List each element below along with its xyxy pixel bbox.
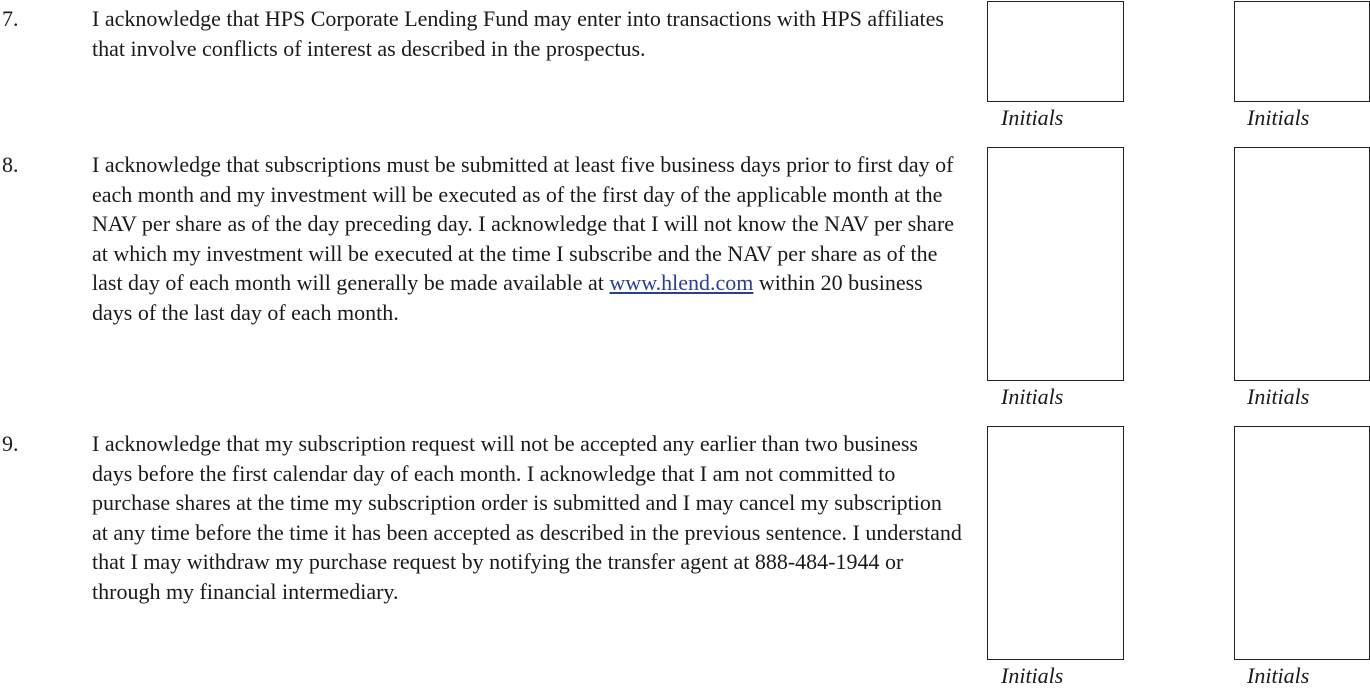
initials-box-9-second[interactable]: [1234, 426, 1370, 660]
item-text: [92, 150, 962, 327]
initials-box-7-second[interactable]: [1234, 1, 1370, 102]
initials-label: Initials: [1001, 105, 1064, 130]
item-number: 7.: [2, 6, 19, 31]
item-text: I acknowledge that my subscription request will not be accepted any earlier than two business days before the first calendar day of each month. I acknowledge that I am not committed to purchase shares at the time my subscription order is submitted and I may cancel my subscription at any time before the time it has been accepted as described in the previous sentence. I understand that I may withdraw my purchase request by notifying the transfer agent at 888-484-1944 or through my financial intermediary.: [92, 431, 962, 604]
initials-label: Initials: [1001, 384, 1064, 409]
initials-box-8-second[interactable]: [1234, 147, 1370, 381]
initials-box-7-first[interactable]: [987, 1, 1124, 102]
initials-label: Initials: [1247, 105, 1310, 130]
initials-label: Initials: [1247, 663, 1310, 688]
item-text-part: within 20 business days of the last day of each month.: [92, 270, 923, 325]
initials-label: Initials: [1001, 663, 1064, 688]
item-text: I acknowledge that HPS Corporate Lending Fund may enter into transactions with HPS affiliates that involve conflicts of interest as described in the prospectus.: [92, 6, 944, 61]
initials-label: Initials: [1247, 384, 1310, 409]
item-number: 8.: [2, 152, 19, 177]
hlend-website-link[interactable]: www.hlend.com: [609, 270, 754, 295]
item-number: 9.: [2, 431, 19, 456]
item-text-part: I acknowledge that subscriptions must be submitted at least five business days prior to first day of each month and my investment will be executed as of the first day of the applicable month at the NAV per share as of the day preceding day. I acknowledge that I will not know the NAV per share at which my investment will be executed at the time I subscribe and the NAV per share as of the last day of each month will generally be made available at: [92, 152, 955, 295]
initials-box-9-first[interactable]: [987, 426, 1124, 660]
initials-box-8-first[interactable]: [987, 147, 1124, 381]
